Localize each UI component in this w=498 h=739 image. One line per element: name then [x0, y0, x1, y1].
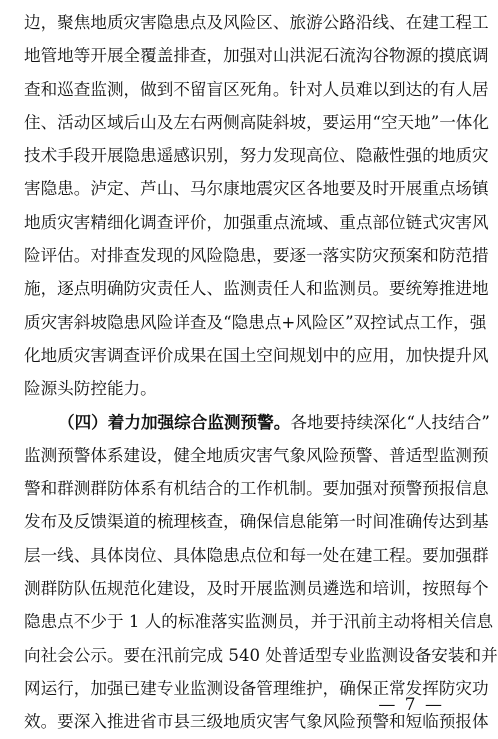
text-line: 向社会公示。要在汛前完成 540 处普适型专业监测设备安装和并	[24, 645, 498, 665]
text-line: 险评估。对排查发现的风险隐患，要逐一落实防灾预案和防范措	[24, 246, 489, 266]
text-line: 效。要深入推进省市县三级地质灾害气象风险预警和短临预报体	[24, 712, 489, 732]
section-heading: （四）着力加强综合监测预警。	[58, 412, 291, 432]
paragraph-disaster-investigation	[24, 6, 489, 406]
text-line: 隐患点不少于 1 人的标准落实监测员，并于汛前主动将相关信息	[24, 612, 494, 632]
page-number: — 7 —	[378, 695, 444, 715]
text-line: 险源头防控能力。	[24, 379, 157, 399]
paragraph-monitoring-warning	[24, 406, 498, 739]
text-line: 测群防队伍规范化建设，及时开展监测员遴选和培训，按照每个	[24, 579, 489, 599]
text-line: 住、活动区域后山及左右两侧高陡斜坡，要运用“空天地”一体化	[24, 112, 489, 132]
text-line: 层一线、具体岗位、具体隐患点位和每一处在建工程。要加强群	[24, 545, 489, 565]
text-line: 查和巡查监测，做到不留盲区死角。针对人员难以到达的有人居	[24, 79, 489, 99]
text-line: 害隐患。泸定、芦山、马尔康地震灾区各地要及时开展重点场镇	[24, 179, 489, 199]
text-line: 质灾害斜坡隐患风险详查及“隐患点+风险区”双控试点工作，强	[24, 312, 487, 332]
text-line: 警和群测群防体系有机结合的工作机制。要加强对预警预报信息	[24, 479, 489, 499]
text-line: 发布及反馈渠道的梳理核查，确保信息能第一时间准确传达到基	[24, 512, 489, 532]
text-line: 监测预警体系建设，健全地质灾害气象风险预警、普适型监测预	[24, 445, 489, 465]
text-line: 化地质灾害调查评价成果在国土空间规划中的应用，加快提升风	[24, 345, 489, 365]
paragraph-first-line	[24, 406, 490, 439]
text-line: 网运行，加强已建专业监测设备管理维护，确保正常发挥防灾功	[24, 678, 489, 698]
document-page	[24, 6, 498, 739]
text-line: 地管地等开展全覆盖排查，加强对山洪泥石流沟谷物源的摸底调	[24, 46, 489, 66]
text-line: 技术手段开展隐患遥感识别，努力发现高位、隐蔽性强的地质灾	[24, 146, 489, 166]
first-line-text: 各地要持续深化“人技结合”	[290, 412, 490, 432]
text-line: 边，聚焦地质灾害隐患点及风险区、旅游公路沿线、在建工程工	[24, 13, 489, 32]
text-line: 地质灾害精细化调查评价，加强重点流域、重点部位链式灾害风	[24, 212, 489, 232]
text-line: 施，逐点明确防灾责任人、监测责任人和监测员。要统筹推进地	[24, 279, 489, 299]
